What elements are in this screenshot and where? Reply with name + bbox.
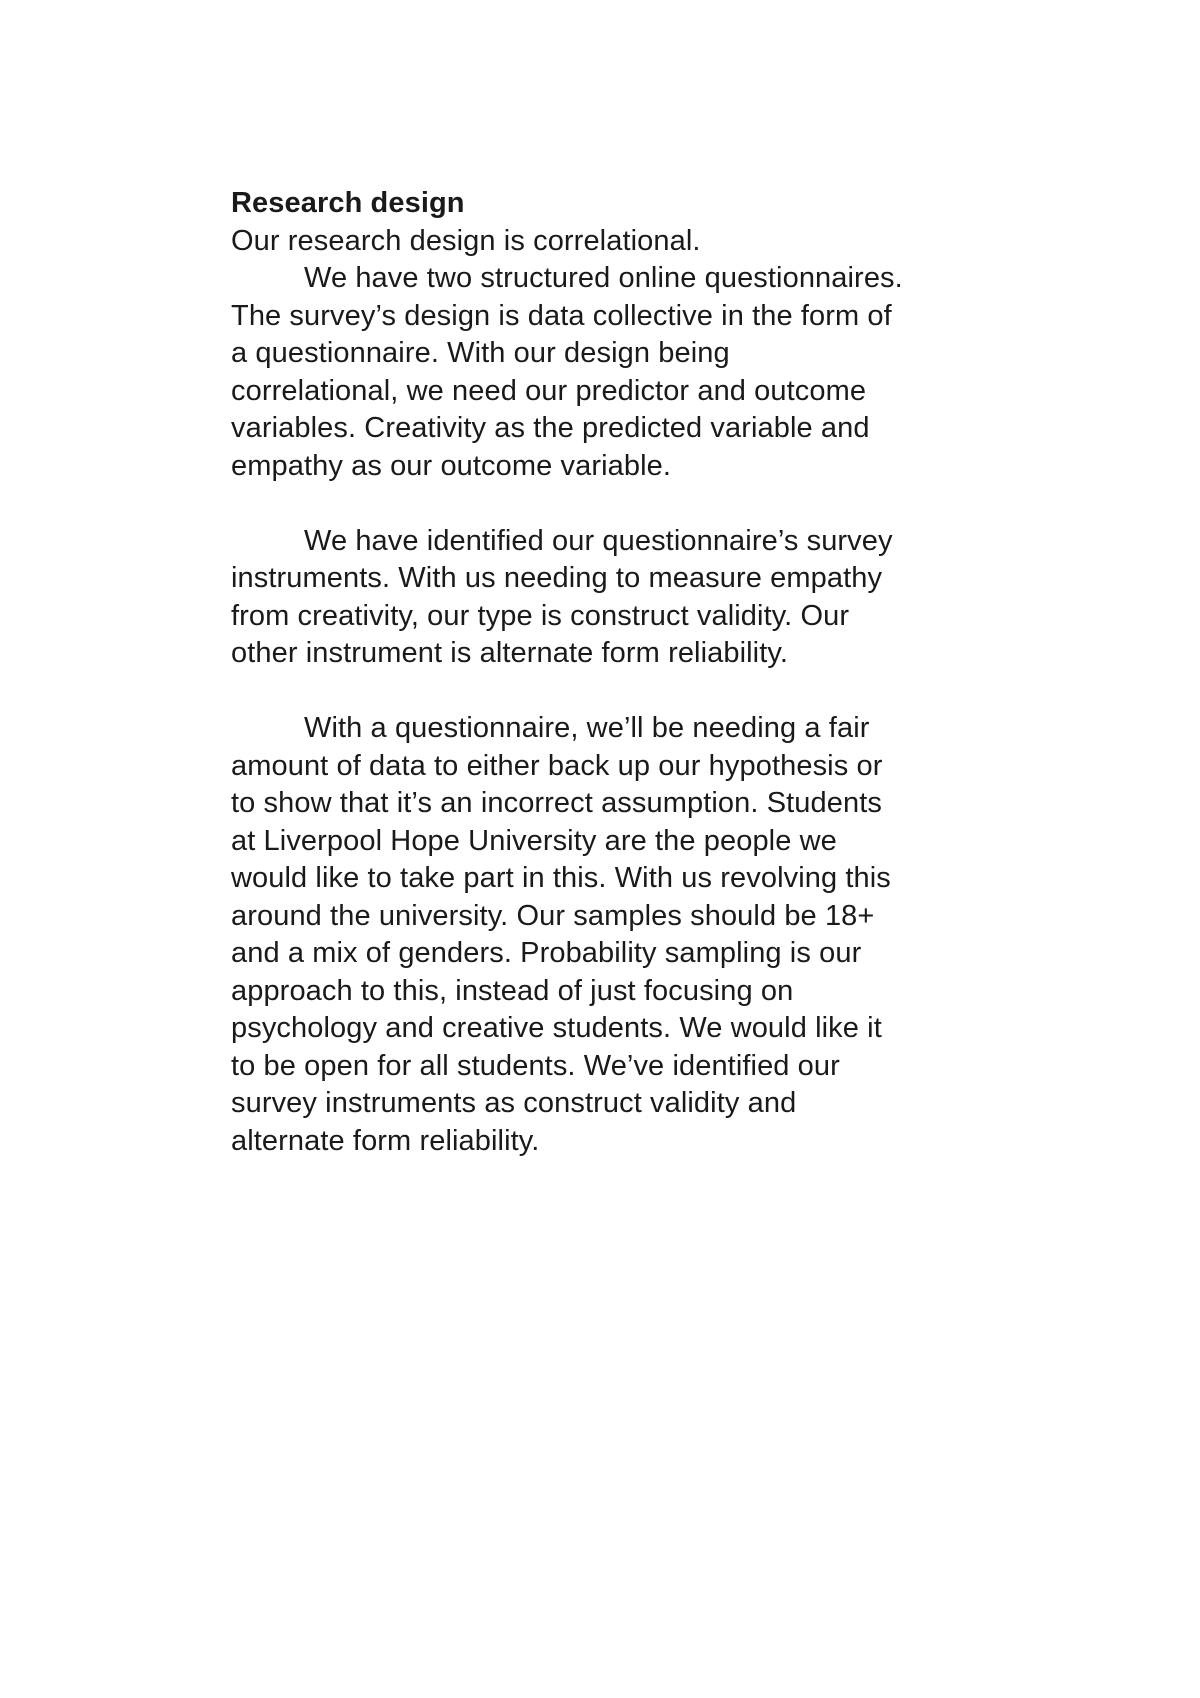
- paragraph-3-line: to be open for all students. We’ve identified our: [231, 1049, 840, 1082]
- paragraph-2-line: other instrument is alternate form reliability.: [231, 637, 788, 669]
- section-heading: Research design: [231, 187, 465, 219]
- paragraph-3-line: alternate form reliability.: [231, 1124, 540, 1157]
- paragraph-3-line: at Liverpool Hope University are the people we: [231, 824, 837, 857]
- paragraph-3-line: survey instruments as construct validity and: [231, 1087, 797, 1119]
- document-body: [231, 185, 991, 1160]
- paragraph-1-line: correlational, we need our predictor and outcome: [231, 374, 867, 407]
- paragraph-spacer: [231, 673, 991, 711]
- paragraph-1-line: The survey’s design is data collective in the form of: [231, 299, 892, 332]
- paragraph-1-line: variables. Creativity as the predicted variable and: [231, 412, 870, 444]
- paragraph-3-line: amount of data to either back up our hypothesis or: [231, 749, 883, 782]
- paragraph-3-line: and a mix of genders. Probability sampling is our: [231, 937, 862, 969]
- paragraph-1-line: empathy as our outcome variable.: [231, 449, 672, 482]
- paragraph-3-line: around the university. Our samples should be 18+: [231, 899, 875, 932]
- paragraph-2-line: from creativity, our type is construct validity. Our: [231, 599, 850, 632]
- paragraph-3-line: to show that it’s an incorrect assumption. Students: [231, 787, 882, 819]
- paragraph-3-line: would like to take part in this. With us revolving this: [231, 862, 891, 894]
- paragraph-2-line: instruments. With us needing to measure empathy: [231, 562, 883, 594]
- intro-line: Our research design is correlational.: [231, 224, 701, 257]
- paragraph-2-line: We have identified our questionnaire’s survey: [304, 524, 893, 557]
- paragraph-3-line: psychology and creative students. We would like it: [231, 1012, 882, 1044]
- paragraph-1-line: a questionnaire. With our design being: [231, 337, 730, 369]
- paragraph-3-line: approach to this, instead of just focusing on: [231, 974, 794, 1007]
- paragraph-1-line: We have two structured online questionnaires.: [304, 262, 903, 294]
- paragraph-spacer: [231, 485, 991, 523]
- paragraph-3-line: With a questionnaire, we’ll be needing a fair: [304, 712, 870, 744]
